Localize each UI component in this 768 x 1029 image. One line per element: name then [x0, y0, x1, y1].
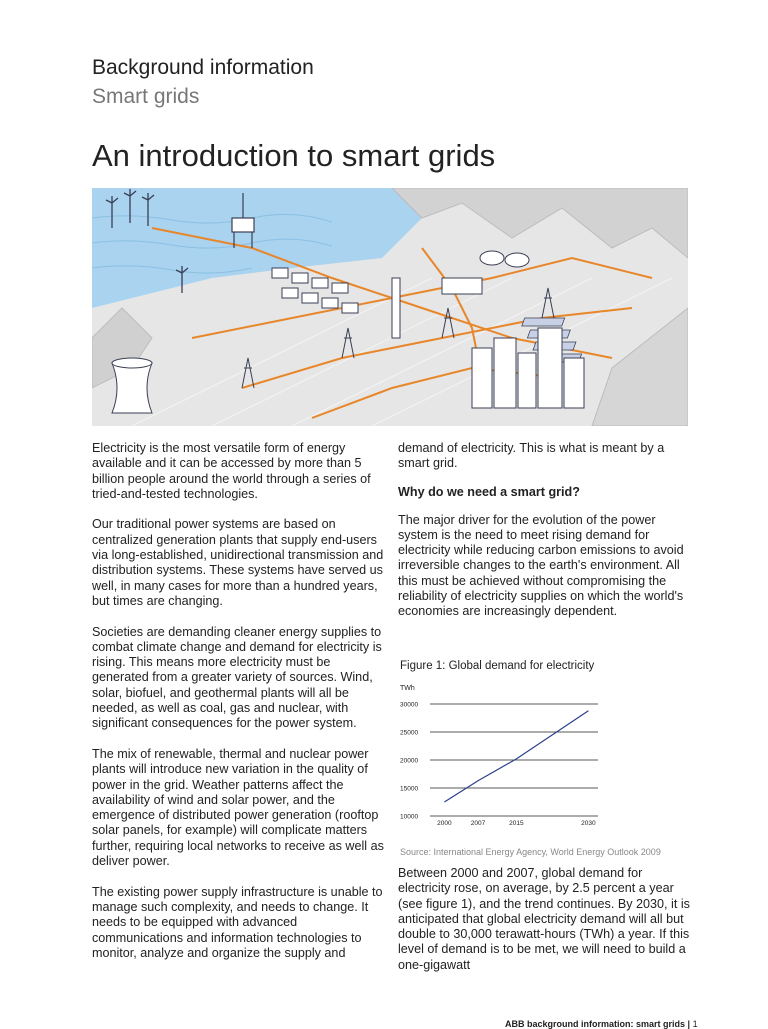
section-kicker: Background information: [92, 56, 314, 79]
body-paragraph: The major driver for the evolution of the power system is the need to meet rising demand for electricity while reducing carbon emissions to avoid irreversible changes to the earth's environment. All this must be achieved without compromising the reliability of electricity supplies on which the world's economies are increasingly dependent.: [398, 512, 684, 619]
x-tick-label: 2007: [470, 820, 486, 827]
figure-caption: Figure 1: Global demand for electricity: [400, 660, 595, 672]
body-paragraph: The existing power supply infrastructure is unable to manage such complexity, and needs to change. It needs to be equipped with advanced communications and information technologies to monitor, analyze and organize the supply and: [92, 884, 383, 960]
x-tick-label: 2030: [581, 820, 596, 827]
subheading: Why do we need a smart grid?: [398, 484, 580, 499]
x-tick-label: 2000: [437, 820, 452, 827]
figure-source: Source: International Energy Agency, World Energy Outlook 2009: [400, 847, 661, 857]
footer-label: ABB background information: smart grids: [505, 1019, 686, 1029]
section-subkicker: Smart grids: [92, 85, 200, 108]
body-paragraph: Our traditional power systems are based on centralized generation plants that supply end-users via long-established, unidirectional transmission and distribution systems. These systems have served us well, in many cases for more than a hundred years, but times are changing.: [92, 517, 384, 608]
body-paragraph: demand of electricity. This is what is meant by a smart grid.: [398, 441, 665, 471]
page-number: 1: [692, 1019, 698, 1029]
right-column-top: [398, 441, 690, 620]
y-tick-label: 30000: [400, 701, 419, 709]
x-tick-label: 2015: [509, 820, 524, 827]
demand-line-chart: [396, 680, 606, 830]
y-tick-label: 15000: [400, 785, 419, 793]
page-title: An introduction to smart grids: [92, 138, 496, 173]
body-paragraph: The mix of renewable, thermal and nuclear power plants will introduce new variation in the quality of power in the grid. Weather patterns affect the availability of wind and solar power, and the emergence of distributed power generation (rooftop solar panels, for example) will complicate matters further, requiring local networks to receive as well as deliver power.: [92, 746, 384, 869]
smart-grid-illustration: [92, 188, 688, 426]
body-paragraph: Societies are demanding cleaner energy supplies to combat climate change and demand for electricity is rising. This means more electricity must be generated from a greater variety of sources. Wind, solar, biofuel, and geothermal plants will all be needed, as well as coal, gas and nuclear, with significant consequences for the power system.: [92, 624, 382, 731]
page-footer: [505, 1019, 698, 1029]
y-axis-label: TWh: [400, 685, 415, 692]
body-paragraph: Electricity is the most versatile form of energy available and it can be accessed by more than 5 billion people around the world through a series of tried-and-tested technologies.: [92, 441, 371, 501]
right-column-bottom: [398, 866, 690, 973]
body-paragraph: Between 2000 and 2007, global demand for electricity rose, on average, by 2.5 percent a year (see figure 1), and the trend continues. By 2030, it is anticipated that global electricity demand will all but double to 30,000 terawatt-hours (TWh) a year. If this level of demand is to be met, we will need to build a one-gigawatt: [398, 866, 690, 972]
y-tick-label: 10000: [400, 813, 419, 821]
footer-separator: |: [687, 1019, 691, 1029]
y-tick-label: 25000: [400, 729, 419, 737]
left-column: [92, 441, 386, 976]
y-tick-label: 20000: [400, 757, 419, 765]
